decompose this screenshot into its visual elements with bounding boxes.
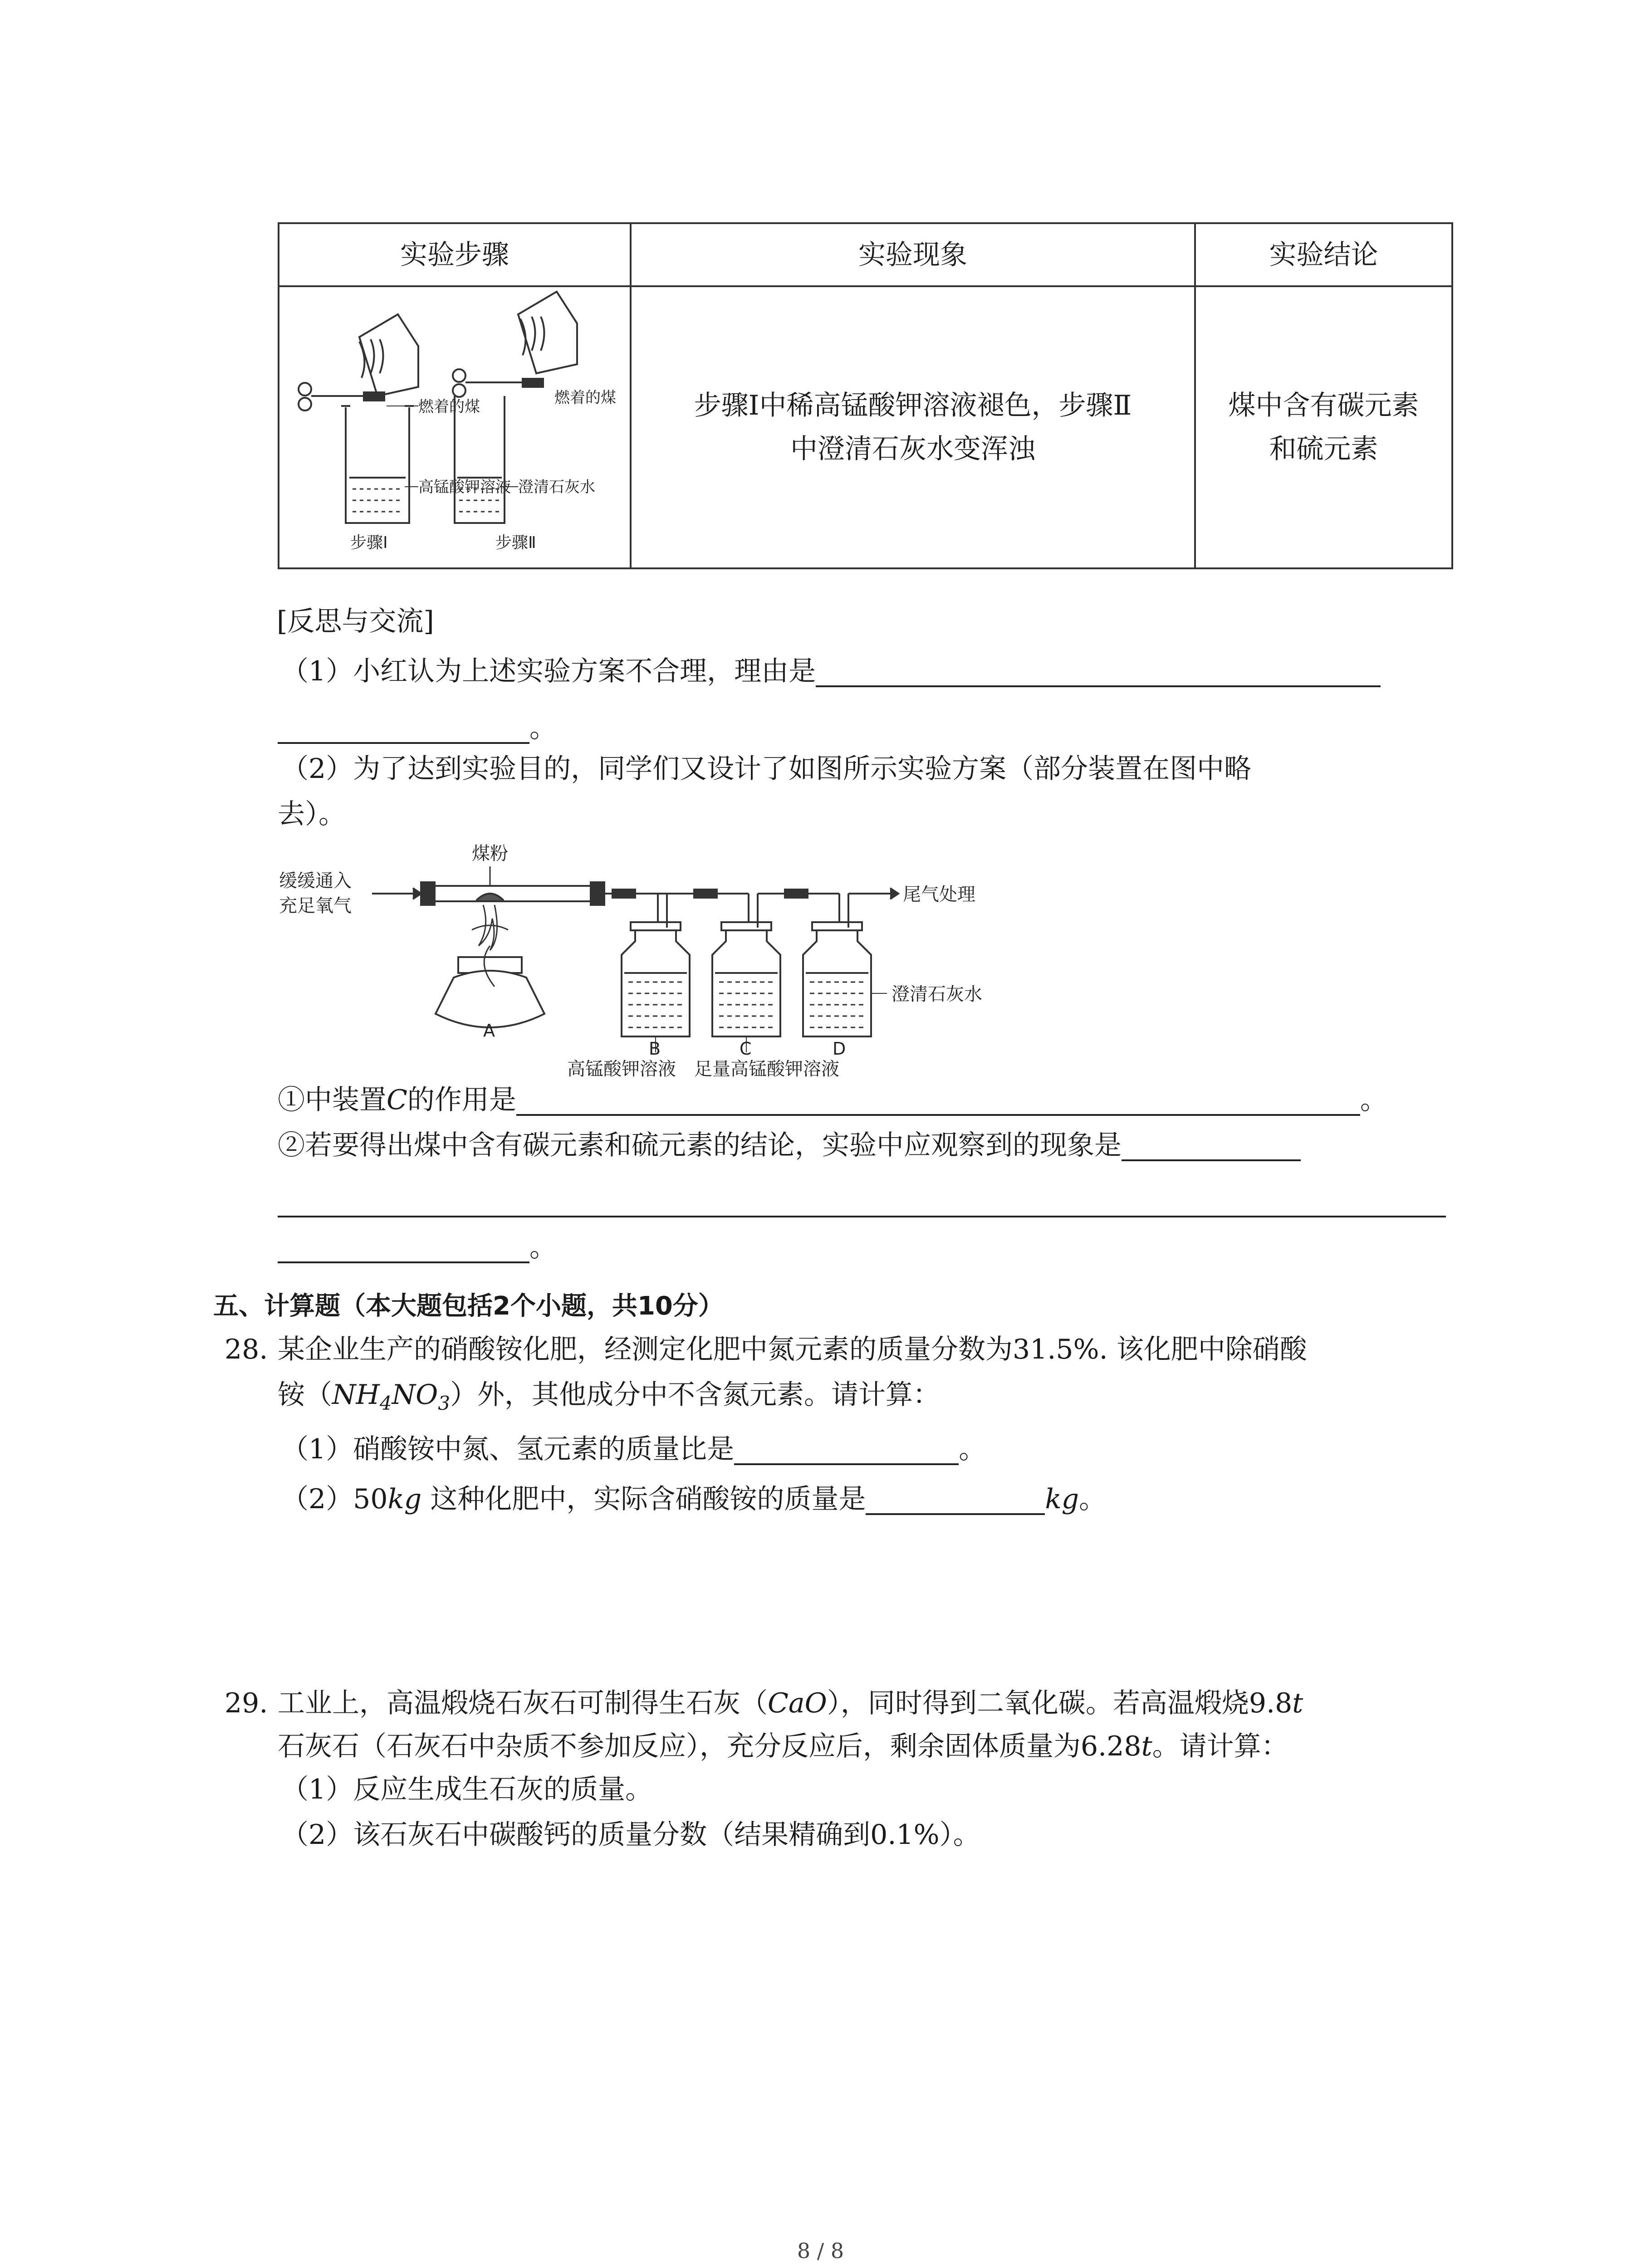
label-oxygen-line2: 充足氧气: [279, 895, 352, 916]
conclusion-line-2: 和硫元素: [1269, 433, 1378, 465]
q28-line2: [278, 1379, 940, 1419]
answer-blank-q1b[interactable]: [278, 714, 529, 744]
table-header-row: [279, 223, 1452, 286]
sub-question-1-pre: ①中装置: [278, 1084, 387, 1116]
sub-question-2-cont: [278, 1232, 557, 1263]
header-conclusion: 实验结论: [1195, 223, 1452, 286]
phenomenon-line-1: 步骤Ⅰ中稀高锰酸钾溶液褪色，步骤Ⅱ: [694, 390, 1132, 421]
formula-nh: NH: [332, 1379, 380, 1411]
page-number: 8 / 8: [797, 2239, 844, 2263]
section5-title: 五、计算题（本大题包括2个小题，共10分）: [213, 1291, 724, 1321]
formula-no: NO: [392, 1379, 438, 1411]
sub-question-1-post: 的作用是: [407, 1084, 516, 1116]
q28-sub2-mid: 这种化肥中，实际含硝酸铵的质量是: [421, 1483, 866, 1515]
steps-figure: [282, 287, 627, 555]
reflection-q1-cont: [278, 712, 557, 744]
q28-number: 28.: [225, 1334, 268, 1365]
reflection-q1: [281, 655, 1381, 687]
end-mark: 。: [1079, 1483, 1107, 1515]
q28-sub2-pre: （2）50: [281, 1483, 388, 1515]
sub-question-2-text: ②若要得出煤中含有碳元素和硫元素的结论，实验中应观察到的现象是: [278, 1129, 1122, 1161]
q28-sub1-text: （1）硝酸铵中氮、氢元素的质量比是: [281, 1433, 735, 1465]
q29-line2: [278, 1730, 1288, 1762]
label-step2: 步骤Ⅱ: [495, 533, 536, 552]
label-kmno4-b: 高锰酸钾溶液: [567, 1059, 676, 1077]
unit-t: t: [1292, 1687, 1303, 1719]
apparatus-diagram: [277, 837, 1071, 1077]
conclusion-line-1: 煤中含有碳元素: [1228, 390, 1419, 421]
q29-line1-pre: 工业上，高温煅烧石灰石可制得生石灰（: [278, 1687, 768, 1719]
unit-kg: kg: [387, 1483, 422, 1515]
label-d: D: [833, 1039, 846, 1059]
formula-cao: CaO: [768, 1687, 827, 1719]
sub-question-1-var: C: [387, 1084, 407, 1116]
q29-sub1: （1）反应生成生石灰的质量。: [281, 1774, 653, 1805]
steps-figure-cell: [279, 286, 631, 568]
q29-line1: [278, 1687, 1303, 1719]
formula-3: 3: [438, 1392, 450, 1414]
phenomenon-cell: [631, 286, 1195, 568]
end-mark: 。: [959, 1433, 986, 1465]
label-burning-coal-1: 燃着的煤: [418, 398, 480, 416]
label-step1: 步骤Ⅰ: [350, 533, 388, 552]
q29-number: 29.: [225, 1687, 268, 1719]
label-coal-powder: 煤粉: [472, 843, 508, 864]
q29-line2-post: 。请计算：: [1152, 1730, 1288, 1762]
q28-line2-post: ）外，其他成分中不含氮元素。请计算：: [450, 1379, 940, 1411]
label-kmno4-c: 足量高锰酸钾溶液: [694, 1059, 839, 1077]
q28-sub1: [281, 1433, 986, 1465]
answer-blank-c2a[interactable]: [1122, 1131, 1301, 1161]
conclusion-cell: [1195, 286, 1452, 568]
label-burning-coal-2: 燃着的煤: [554, 389, 616, 407]
reflection-q1-text: （1）小红认为上述实验方案不合理，理由是: [281, 655, 816, 687]
unit-t-2: t: [1141, 1730, 1152, 1762]
q29-line1-post: ），同时得到二氧化碳。若高温煅烧9.8: [827, 1687, 1293, 1719]
q29-sub2: （2）该石灰石中碳酸钙的质量分数（结果精确到0.1%）。: [281, 1819, 980, 1851]
unit-kg-2: kg: [1045, 1483, 1079, 1515]
answer-blank-28-2[interactable]: [866, 1485, 1045, 1515]
label-limewater-d: 澄清石灰水: [892, 984, 982, 1005]
label-a: A: [483, 1021, 495, 1041]
q29-line2-pre: 石灰石（石灰石中杂质不参加反应），充分反应后，剩余固体质量为6.28: [278, 1730, 1141, 1762]
label-b: B: [649, 1039, 661, 1059]
label-limewater-step2: 澄清石灰水: [518, 478, 595, 496]
header-phenomenon: 实验现象: [631, 223, 1195, 286]
experiment-table: [278, 222, 1453, 569]
q28-line1: 某企业生产的硝酸铵化肥，经测定化肥中氮元素的质量分数为31.5%. 该化肥中除硝酸: [278, 1334, 1307, 1365]
answer-blank-c2c[interactable]: [278, 1233, 529, 1263]
answer-blank-28-1[interactable]: [734, 1435, 959, 1465]
step1-apparatus: [299, 314, 418, 523]
label-c: C: [740, 1039, 752, 1059]
reflection-q2-line2: 去）。: [278, 798, 346, 830]
label-kmno4-step1: 高锰酸钾溶液: [418, 478, 511, 496]
answer-blank-q1a[interactable]: [816, 657, 1381, 687]
q28-sub2: [281, 1483, 1106, 1515]
q28-line2-pre: 铵（: [278, 1379, 332, 1411]
table-row: [279, 286, 1452, 568]
reflection-q2-line1: （2）为了达到实验目的，同学们又设计了如图所示实验方案（部分装置在图中略: [281, 753, 1252, 785]
phenomenon-line-2: 中澄清石灰水变浑浊: [790, 433, 1035, 465]
label-oxygen-line1: 缓缓通入: [279, 870, 352, 891]
sub-question-2: [278, 1129, 1301, 1161]
reflection-heading: [反思与交流]: [277, 606, 434, 637]
answer-blank-c1[interactable]: [516, 1086, 1360, 1116]
end-mark: 。: [529, 712, 557, 744]
sub-question-1: [278, 1084, 1387, 1116]
formula-4: 4: [379, 1392, 392, 1414]
end-mark: 。: [1360, 1084, 1387, 1116]
header-steps: 实验步骤: [279, 223, 631, 286]
end-mark: 。: [529, 1232, 557, 1263]
answer-blank-c2b[interactable]: [278, 1216, 1446, 1217]
label-tail-gas: 尾气处理: [903, 884, 975, 905]
